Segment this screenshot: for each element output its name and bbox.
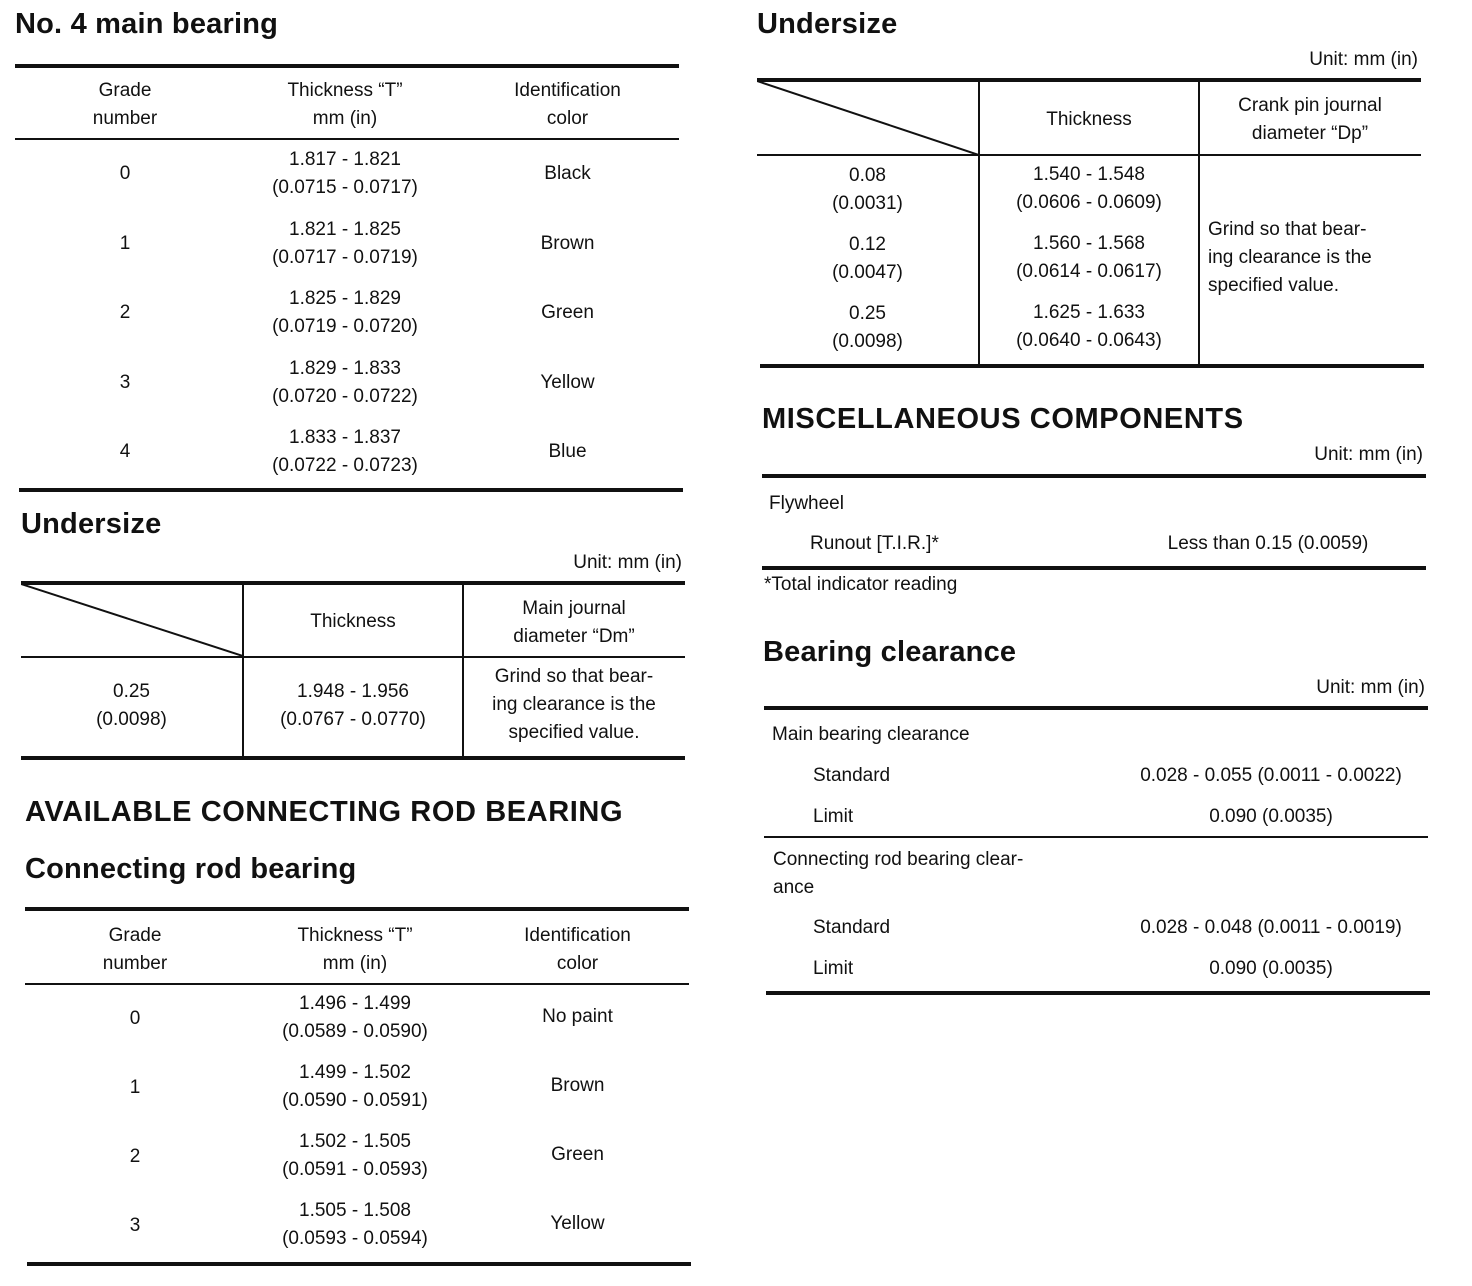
- thickness-cell: 1.821 - 1.825 (0.0717 - 0.0719): [272, 219, 418, 268]
- thickness-cell: 1.540 - 1.548 (0.0606 - 0.0609): [1016, 164, 1162, 213]
- note-cell: Grind so that bear- ing clearance is the specified value.: [1208, 219, 1372, 296]
- size-cell: 0.25 (0.0098): [832, 303, 903, 352]
- header-color: Identification color: [514, 80, 621, 129]
- clearance-title: Bearing clearance: [763, 636, 1017, 668]
- rod-standard-label: Standard: [813, 917, 891, 938]
- divider: [764, 706, 1428, 710]
- grade-cell: 2: [119, 302, 131, 323]
- size-cell: 0.25 (0.0098): [96, 681, 167, 730]
- header-thickness: Thickness “T” mm (in): [287, 80, 403, 129]
- thickness-cell: 1.560 - 1.568 (0.0614 - 0.0617): [1016, 233, 1162, 282]
- divider: [764, 836, 1428, 838]
- main-undersize-title: Undersize: [21, 508, 162, 540]
- thickness-cell: 1.948 - 1.956 (0.0767 - 0.0770): [280, 681, 426, 730]
- flywheel-label: Flywheel: [769, 493, 844, 514]
- grade-cell: 3: [129, 1215, 141, 1236]
- rod-limit-label: Limit: [813, 958, 854, 979]
- size-cell: 0.12 (0.0047): [832, 234, 903, 283]
- thickness-cell: 1.505 - 1.508 (0.0593 - 0.0594): [282, 1200, 428, 1249]
- grade-cell: 0: [119, 163, 131, 184]
- available-rod-heading: AVAILABLE CONNECTING ROD BEARING: [25, 796, 624, 828]
- header-diameter: Main journal diameter “Dm”: [513, 598, 635, 647]
- divider: [25, 907, 689, 911]
- color-cell: Brown: [540, 233, 595, 254]
- size-cell: 0.08 (0.0031): [832, 165, 903, 214]
- thickness-cell: 1.833 - 1.837 (0.0722 - 0.0723): [272, 427, 418, 476]
- header-thickness: Thickness: [310, 611, 396, 632]
- main-limit-label: Limit: [813, 806, 854, 827]
- divider: [19, 488, 683, 492]
- grade-cell: 1: [129, 1077, 141, 1098]
- thickness-cell: 1.502 - 1.505 (0.0591 - 0.0593): [282, 1131, 428, 1180]
- rod-clearance-label: Connecting rod bearing clear- ance: [773, 849, 1024, 898]
- runout-label: Runout [T.I.R.]*: [810, 533, 939, 554]
- main-bearing-title: No. 4 main bearing: [15, 8, 279, 40]
- divider: [21, 656, 685, 658]
- color-cell: Yellow: [550, 1213, 605, 1234]
- grade-cell: 1: [119, 233, 131, 254]
- color-cell: Blue: [548, 441, 587, 462]
- header-grade: Grade number: [92, 80, 158, 129]
- runout-value: Less than 0.15 (0.0059): [1167, 533, 1369, 554]
- divider: [760, 364, 1424, 368]
- header-color: Identification color: [524, 925, 631, 974]
- note-cell: Grind so that bear- ing clearance is the specified value.: [492, 666, 656, 743]
- header-diameter: Crank pin journal diameter “Dp”: [1238, 95, 1382, 144]
- header-grade: Grade number: [102, 925, 168, 974]
- color-cell: Green: [551, 1144, 604, 1165]
- rod-standard-value: 0.028 - 0.048 (0.0011 - 0.0019): [1140, 917, 1402, 938]
- thickness-cell: 1.825 - 1.829 (0.0719 - 0.0720): [272, 288, 418, 337]
- diagonal-corner-line: [757, 81, 979, 157]
- unit-label: Unit: mm (in): [573, 552, 682, 573]
- unit-label: Unit: mm (in): [1309, 49, 1418, 70]
- divider: [25, 983, 689, 985]
- grade-cell: 2: [129, 1146, 141, 1167]
- rod-undersize-title: Undersize: [757, 8, 898, 40]
- divider: [757, 154, 1421, 156]
- unit-label: Unit: mm (in): [1316, 677, 1425, 698]
- divider: [15, 138, 679, 140]
- misc-title: MISCELLANEOUS COMPONENTS: [762, 403, 1244, 435]
- grade-cell: 4: [119, 441, 131, 462]
- divider: [762, 566, 1426, 570]
- thickness-cell: 1.817 - 1.821 (0.0715 - 0.0717): [272, 149, 418, 198]
- main-limit-value: 0.090 (0.0035): [1209, 806, 1333, 827]
- divider: [762, 474, 1426, 478]
- thickness-cell: 1.625 - 1.633 (0.0640 - 0.0643): [1016, 302, 1162, 351]
- thickness-cell: 1.829 - 1.833 (0.0720 - 0.0722): [272, 358, 418, 407]
- color-cell: Brown: [550, 1075, 605, 1096]
- color-cell: Black: [544, 163, 591, 184]
- divider: [766, 991, 1430, 995]
- color-cell: Green: [541, 302, 594, 323]
- grade-cell: 3: [119, 372, 131, 393]
- divider: [21, 756, 685, 760]
- header-thickness: Thickness “T” mm (in): [297, 925, 413, 974]
- footnote: *Total indicator reading: [764, 574, 958, 595]
- color-cell: Yellow: [540, 372, 595, 393]
- diagonal-corner-line: [21, 584, 243, 658]
- divider: [15, 64, 679, 68]
- thickness-cell: 1.499 - 1.502 (0.0590 - 0.0591): [282, 1062, 428, 1111]
- unit-label: Unit: mm (in): [1314, 444, 1423, 465]
- main-standard-value: 0.028 - 0.055 (0.0011 - 0.0022): [1140, 765, 1402, 786]
- rod-limit-value: 0.090 (0.0035): [1209, 958, 1333, 979]
- grade-cell: 0: [129, 1008, 141, 1029]
- main-clearance-label: Main bearing clearance: [772, 724, 970, 745]
- main-standard-label: Standard: [813, 765, 891, 786]
- divider: [27, 1262, 691, 1266]
- thickness-cell: 1.496 - 1.499 (0.0589 - 0.0590): [282, 993, 428, 1042]
- color-cell: No paint: [542, 1006, 613, 1027]
- header-thickness: Thickness: [1046, 109, 1132, 130]
- rod-bearing-title: Connecting rod bearing: [25, 853, 357, 885]
